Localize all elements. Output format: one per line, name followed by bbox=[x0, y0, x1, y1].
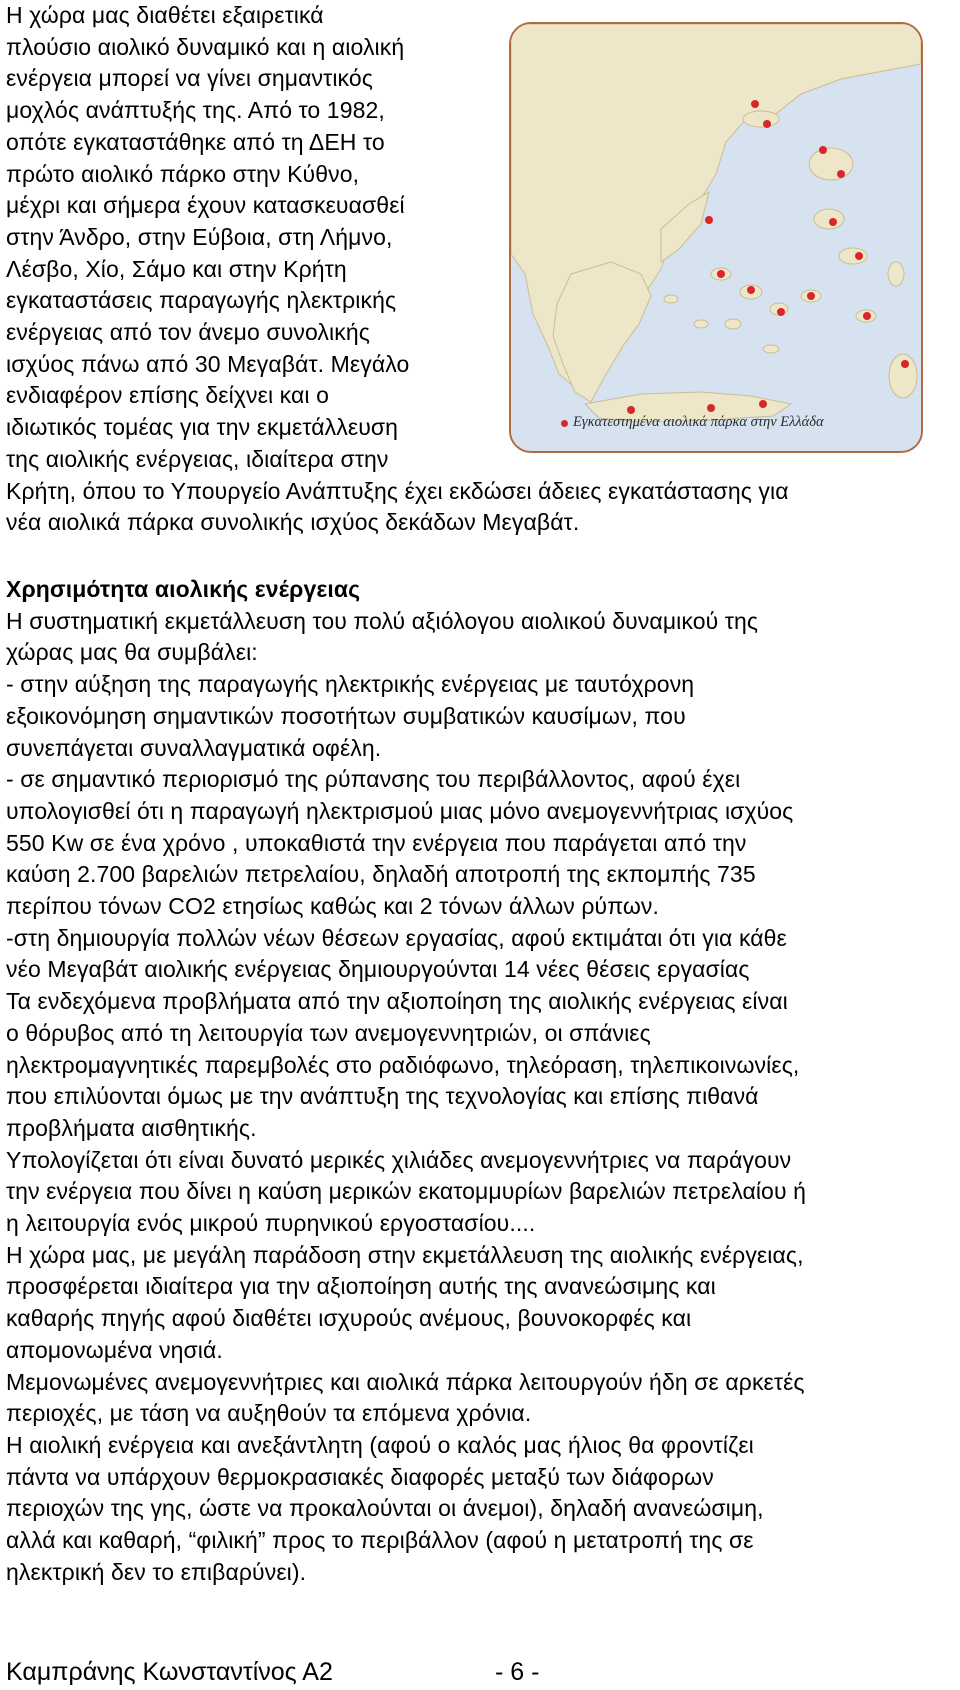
intro-line: Η χώρα μας διαθέτει εξαιρετικά bbox=[6, 2, 324, 28]
intro-line: Λέσβο, Χίο, Σάμο και στην Κρήτη bbox=[6, 255, 347, 282]
body-line: που επιλύονται όμως με την ανάπτυξη της τεχνολογίας και επίσης πιθανά bbox=[6, 1083, 759, 1110]
body-line: Υπολογίζεται ότι είναι δυνατό μερικές χιλιάδες ανεμογεννήτριες να παράγουν bbox=[6, 1146, 792, 1173]
body-line: Η χώρα μας, με μεγάλη παράδοση στην εκμετάλλευση της αιολικής ενέργειας, bbox=[6, 1241, 804, 1268]
body-line: - στην αύξηση της παραγωγής ηλεκτρικής ενέργειας με ταυτόχρονη bbox=[6, 671, 695, 698]
wind-park-marker bbox=[705, 216, 713, 224]
body-line: περιοχών της γης, ώστε να προκαλούνται οι άνεμοι), δηλαδή ανανεώσιμη, bbox=[6, 1495, 764, 1522]
body-line: 550 Kw σε ένα χρόνο , υποκαθιστά την ενέργεια που παράγεται από την bbox=[6, 829, 747, 856]
wind-park-marker bbox=[747, 286, 755, 294]
wind-park-marker bbox=[863, 312, 871, 320]
wind-park-marker bbox=[829, 218, 837, 226]
body-line: συνεπάγεται συναλλαγματικά οφέλη. bbox=[6, 734, 382, 761]
wind-park-marker bbox=[717, 270, 725, 278]
body-line: -στη δημιουργία πολλών νέων θέσεων εργασίας, αφού εκτιμάται ότι για κάθε bbox=[6, 924, 787, 951]
wind-park-marker bbox=[819, 146, 827, 154]
intro-line: πλούσιο αιολικό δυναμικό και η αιολική bbox=[6, 33, 405, 60]
wind-park-marker bbox=[837, 170, 845, 178]
wind-park-marker bbox=[627, 406, 635, 414]
body-line: η λειτουργία ενός μικρού πυρηνικού εργοστασίου.... bbox=[6, 1210, 536, 1236]
body-line: πάντα να υπάρχουν θερμοκρασιακές διαφορές μεταξύ των διάφορων bbox=[6, 1463, 714, 1490]
body-line: ηλεκτρική δεν το επιβαρύνει). bbox=[6, 1558, 307, 1585]
wind-park-marker bbox=[777, 308, 785, 316]
wind-park-marker bbox=[807, 292, 815, 300]
wind-park-marker bbox=[707, 404, 715, 412]
wind-park-marker bbox=[759, 400, 767, 408]
intro-line: μέχρι και σήμερα έχουν κατασκευασθεί bbox=[6, 192, 405, 219]
body-line: περίπου τόνων CO2 ετησίως καθώς και 2 τόνων άλλων ρύπων. bbox=[6, 893, 660, 919]
body-line: χώρας μας θα συμβάλει: bbox=[6, 639, 258, 666]
intro-line: ιδιωτικός τομέας για την εκμετάλλευση bbox=[6, 414, 399, 441]
body-line: - σε σημαντικό περιορισμό της ρύπανσης του περιβάλλοντος, αφού έχει bbox=[6, 766, 741, 793]
intro-line: Κρήτη, όπου το Υπουργείο Ανάπτυξης έχει εκδώσει άδειες εγκατάστασης για bbox=[6, 477, 789, 504]
intro-line: ενέργειας από τον άνεμο συνολικής bbox=[6, 319, 370, 345]
body-line: Μεμονωμένες ανεμογεννήτριες και αιολικά πάρκα λειτουργούν ήδη σε αρκετές bbox=[6, 1368, 805, 1395]
greece-wind-parks-map bbox=[509, 22, 923, 453]
wind-park-marker bbox=[751, 100, 759, 108]
legend-marker-icon bbox=[561, 420, 568, 427]
body-line: απομονωμένα νησιά. bbox=[6, 1336, 223, 1363]
body-line: Η αιολική ενέργεια και ανεξάντλητη (αφού ο καλός μας ήλιος θα φροντίζει bbox=[6, 1431, 754, 1458]
intro-line: ενδιαφέρον επίσης δείχνει και ο bbox=[6, 382, 329, 409]
intro-line: ενέργεια μπορεί να γίνει σημαντικός bbox=[6, 65, 373, 92]
footer-page-number: - 6 - bbox=[495, 1658, 540, 1686]
map-caption: Εγκατεστημένα αιολικά πάρκα στην Ελλάδα bbox=[573, 414, 824, 430]
body-line: Η συστηματική εκμετάλλευση του πολύ αξιόλογου αιολικού δυναμικού της bbox=[6, 607, 759, 634]
wind-park-marker bbox=[855, 252, 863, 260]
body-line: εξοικονόμηση σημαντικών ποσοτήτων συμβατικών καυσίμων, που bbox=[6, 702, 686, 729]
intro-line: εγκαταστάσεις παραγωγής ηλεκτρικής bbox=[6, 287, 397, 314]
body-line: Τα ενδεχόμενα προβλήματα από την αξιοποίηση της αιολικής ενέργειας είναι bbox=[6, 988, 788, 1015]
footer-author: Καμπράνης Κωνσταντίνος Α2 bbox=[6, 1658, 333, 1686]
body-line: προβλήματα αισθητικής. bbox=[6, 1114, 257, 1141]
section-heading: Χρησιμότητα αιολικής ενέργειας bbox=[6, 576, 361, 602]
intro-line: νέα αιολικά πάρκα συνολικής ισχύος δεκάδων Μεγαβάτ. bbox=[6, 509, 580, 536]
intro-line: μοχλός ανάπτυξής της. Από το 1982, bbox=[6, 97, 385, 124]
body-line: ο θόρυβος από τη λειτουργία των ανεμογεννητριών, οι σπάνιες bbox=[6, 1019, 651, 1046]
body-line: νέο Μεγαβάτ αιολικής ενέργειας δημιουργούνται 14 νέες θέσεις εργασίας bbox=[6, 956, 750, 983]
intro-line: πρώτο αιολικό πάρκο στην Κύθνο, bbox=[6, 160, 360, 187]
body-line: ηλεκτρομαγνητικές παρεμβολές στο ραδιόφωνο, τηλεόραση, τηλεπικοινωνίες, bbox=[6, 1051, 800, 1078]
intro-line: στην Άνδρο, στην Εύβοια, στη Λήμνο, bbox=[6, 223, 393, 250]
body-line: υπολογισθεί ότι η παραγωγή ηλεκτρισμού μιας μόνο ανεμογεννήτριας ισχύος bbox=[6, 797, 794, 824]
body-line: αλλά και καθαρή, “φιλική” προς το περιβάλλον (αφού η μετατροπή της σε bbox=[6, 1527, 754, 1553]
wind-park-marker bbox=[763, 120, 771, 128]
body-line: περιοχές, με τάση να αυξηθούν τα επόμενα χρόνια. bbox=[6, 1400, 532, 1427]
body-line: καύση 2.700 βαρελιών πετρελαίου, δηλαδή αποτροπή της εκπομπής 735 bbox=[6, 861, 756, 888]
intro-line: οπότε εγκαταστάθηκε από τη ΔΕΗ το bbox=[6, 128, 385, 155]
body-line: προσφέρεται ιδιαίτερα για την αξιοποίηση αυτής της ανανεώσιμης και bbox=[6, 1273, 716, 1300]
body-line: την ενέργεια που δίνει η καύση μερικών εκατομμυρίων βαρελιών πετρελαίου ή bbox=[6, 1178, 807, 1205]
intro-line: της αιολικής ενέργειας, ιδιαίτερα στην bbox=[6, 445, 389, 472]
intro-line: ισχύος πάνω από 30 Μεγαβάτ. Μεγάλο bbox=[6, 350, 410, 377]
body-line: καθαρής πηγής αφού διαθέτει ισχυρούς ανέμους, βουνοκορφές και bbox=[6, 1305, 692, 1332]
wind-park-marker bbox=[901, 360, 909, 368]
